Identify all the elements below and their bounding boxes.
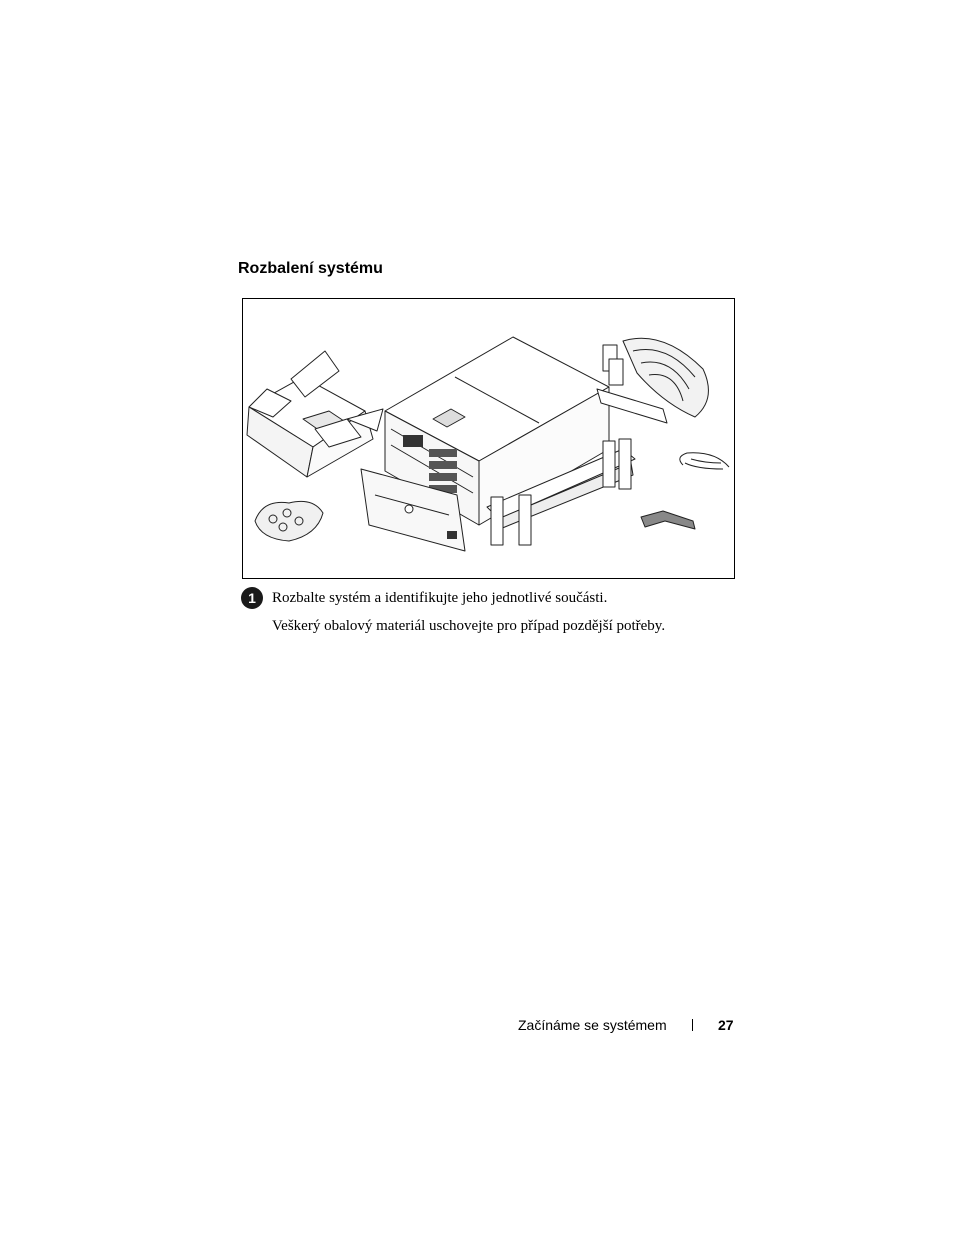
step-note: Veškerý obalový materiál uschovejte pro případ pozdější potřeby. [272, 618, 666, 634]
cable-management-arm [597, 338, 708, 423]
power-cable [680, 453, 729, 469]
unpacking-illustration [242, 298, 735, 579]
foam-insert [255, 501, 323, 541]
footer-chapter-title: Začínáme se systémem [518, 1017, 667, 1033]
footer-separator [692, 1019, 693, 1031]
shipping-box [247, 351, 383, 477]
section-heading: Rozbalení systému [238, 260, 383, 277]
step-instruction: Rozbalte systém a identifikujte jeho jednotlivé součásti. [272, 590, 608, 606]
page-number: 27 [718, 1017, 734, 1033]
step-number-badge: 1 [241, 587, 263, 609]
mounting-bracket [641, 511, 695, 529]
